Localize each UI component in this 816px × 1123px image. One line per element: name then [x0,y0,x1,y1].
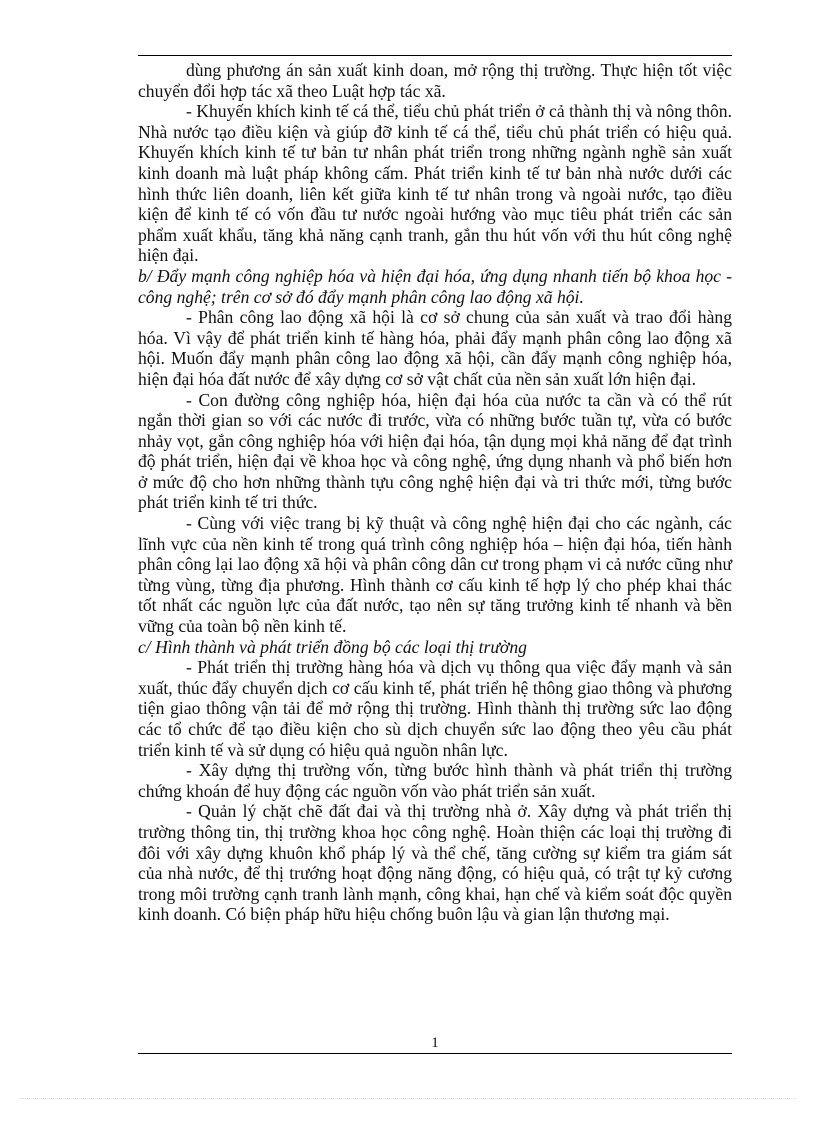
paragraph-industrialization-path: - Con đường công nghiệp hóa, hiện đại hóa của nước ta cần và có thể rút ngắn thời gian so với các nước đi trước, vừa có những bước tuần tự, vừa có bước nhảy vọt, gắn công nghiệp hóa với hiện đại hóa, tận dụng mọi khả năng để đạt trình độ phát triển, hiện đại về khoa học và công nghệ, ứng dụng nhanh và phổ biến hơn ở mức độ cho hơn những thành tựu công nghệ hiện đại và tri thức mới, từng bước phát triển kinh tế tri thức. [138,389,732,513]
header-rule [138,55,732,56]
paragraph-continuation: dùng phương án sản xuất kinh doan, mở rộng thị trường. Thực hiện tốt việc chuyển đổi hợp tác xã theo Luật hợp tác xã. [138,60,732,101]
paragraph-labor-division: - Phân công lao động xã hội là cơ sở chung của sản xuất và trao đổi hàng hóa. Vì vậy để phát triển kinh tế hàng hóa, phải đẩy mạnh phân công lao động xã hội. Muốn đẩy mạnh phân công lao động xã hội, cần đẩy mạnh công nghiệp hóa, hiện đại hóa đất nước để xây dựng cơ sở vật chất của nền sản xuất lớn hiện đại. [138,307,732,389]
paragraph-land-market: - Quản lý chặt chẽ đất đai và thị trường nhà ở. Xây dựng và phát triển thị trường thông tin, thị trường khoa học công nghệ. Hoàn thiện các loại thị trường đi đôi với xây dựng khuôn khổ pháp lý và thể chế, tăng cường sự kiểm tra giám sát của nhà nước, để thị trướng hoạt động năng động, có hiệu quả, có trật tự kỷ cương trong môi trường cạnh tranh lành mạnh, công khai, hạn chế và kiểm soát độc quyền kinh doanh. Có biện pháp hữu hiệu chống buôn lậu và gian lận thương mại. [138,801,732,925]
page-number: 1 [431,1035,439,1051]
section-heading-c: c/ Hình thành và phát triển đồng bộ các loại thị trường [138,636,527,657]
paragraph-goods-market: - Phát triển thị trường hàng hóa và dịch vụ thông qua việc đẩy mạnh và sản xuất, thúc đẩy chuyển dịch cơ cấu kinh tế, phát triển hệ thông giao thông và phương tiện giao thông vận tải để mở rộng thị trường. Hình thành thị trường sức lao động các tổ chức để tạo điều kiện cho sù dịch chuyển sức lao động theo yêu cầu phát triển kinh tế và sử dụng có hiệu quả nguồn nhân lực. [138,657,732,760]
footer-rule [138,1053,732,1054]
paragraph-technology-equipment: - Cùng với việc trang bị kỹ thuật và công nghệ hiện đại cho các ngành, các lĩnh vực của nền kinh tế trong quá trình công nghiệp hóa – hiện đại hóa, tiến hành phân công lại lao động xã hội và phân công dân cư trong phạm vi cả nước cũng như từng vùng, từng địa phương. Hình thành cơ cấu kinh tế hợp lý cho phép khai thác tốt nhất các nguồn lực của đất nước, tạo nên sự tăng trưởng kinh tế nhanh và bền vững của toàn bộ nền kinh tế. [138,513,732,637]
paragraph-capital-market: - Xây dựng thị trường vốn, từng bước hình thành và phát triển thị trường chứng khoán để huy động các nguồn vốn vào phát triển sản xuất. [138,760,732,801]
section-heading-b: b/ Đẩy mạnh công nghiệp hóa và hiện đại hóa, ứng dụng nhanh tiến bộ khoa học - công nghệ; trên cơ sở đó đẩy mạnh phân công lao động xã hội. [138,265,732,307]
page-edge-dotted-line [20,1098,796,1099]
document-body [138,60,732,925]
paragraph-private-economy: - Khuyến khích kinh tế cá thể, tiểu chủ phát triển ở cả thành thị và nông thôn. Nhà nước tạo điều kiện và giúp đỡ kinh tế cá thể, tiểu chủ phát triển có hiệu quả. Khuyến khích kinh tế tư bản tư nhân phát triển trong những ngành nghề sản xuất kinh doanh mà luật pháp không cấm. Phát triển kinh tế tư bản nhà nước dưới các hình thức liên doanh, liên kết giữa kinh tế tư nhân trong và ngoài nước, tạo điều kiện để kinh tế có vốn đầu tư nước ngoài hướng vào mục tiêu phát triển các sản phẩm xuất khẩu, tăng khả năng cạnh tranh, gắn thu hút vốn với thu hút công nghệ hiện đại. [138,101,732,266]
